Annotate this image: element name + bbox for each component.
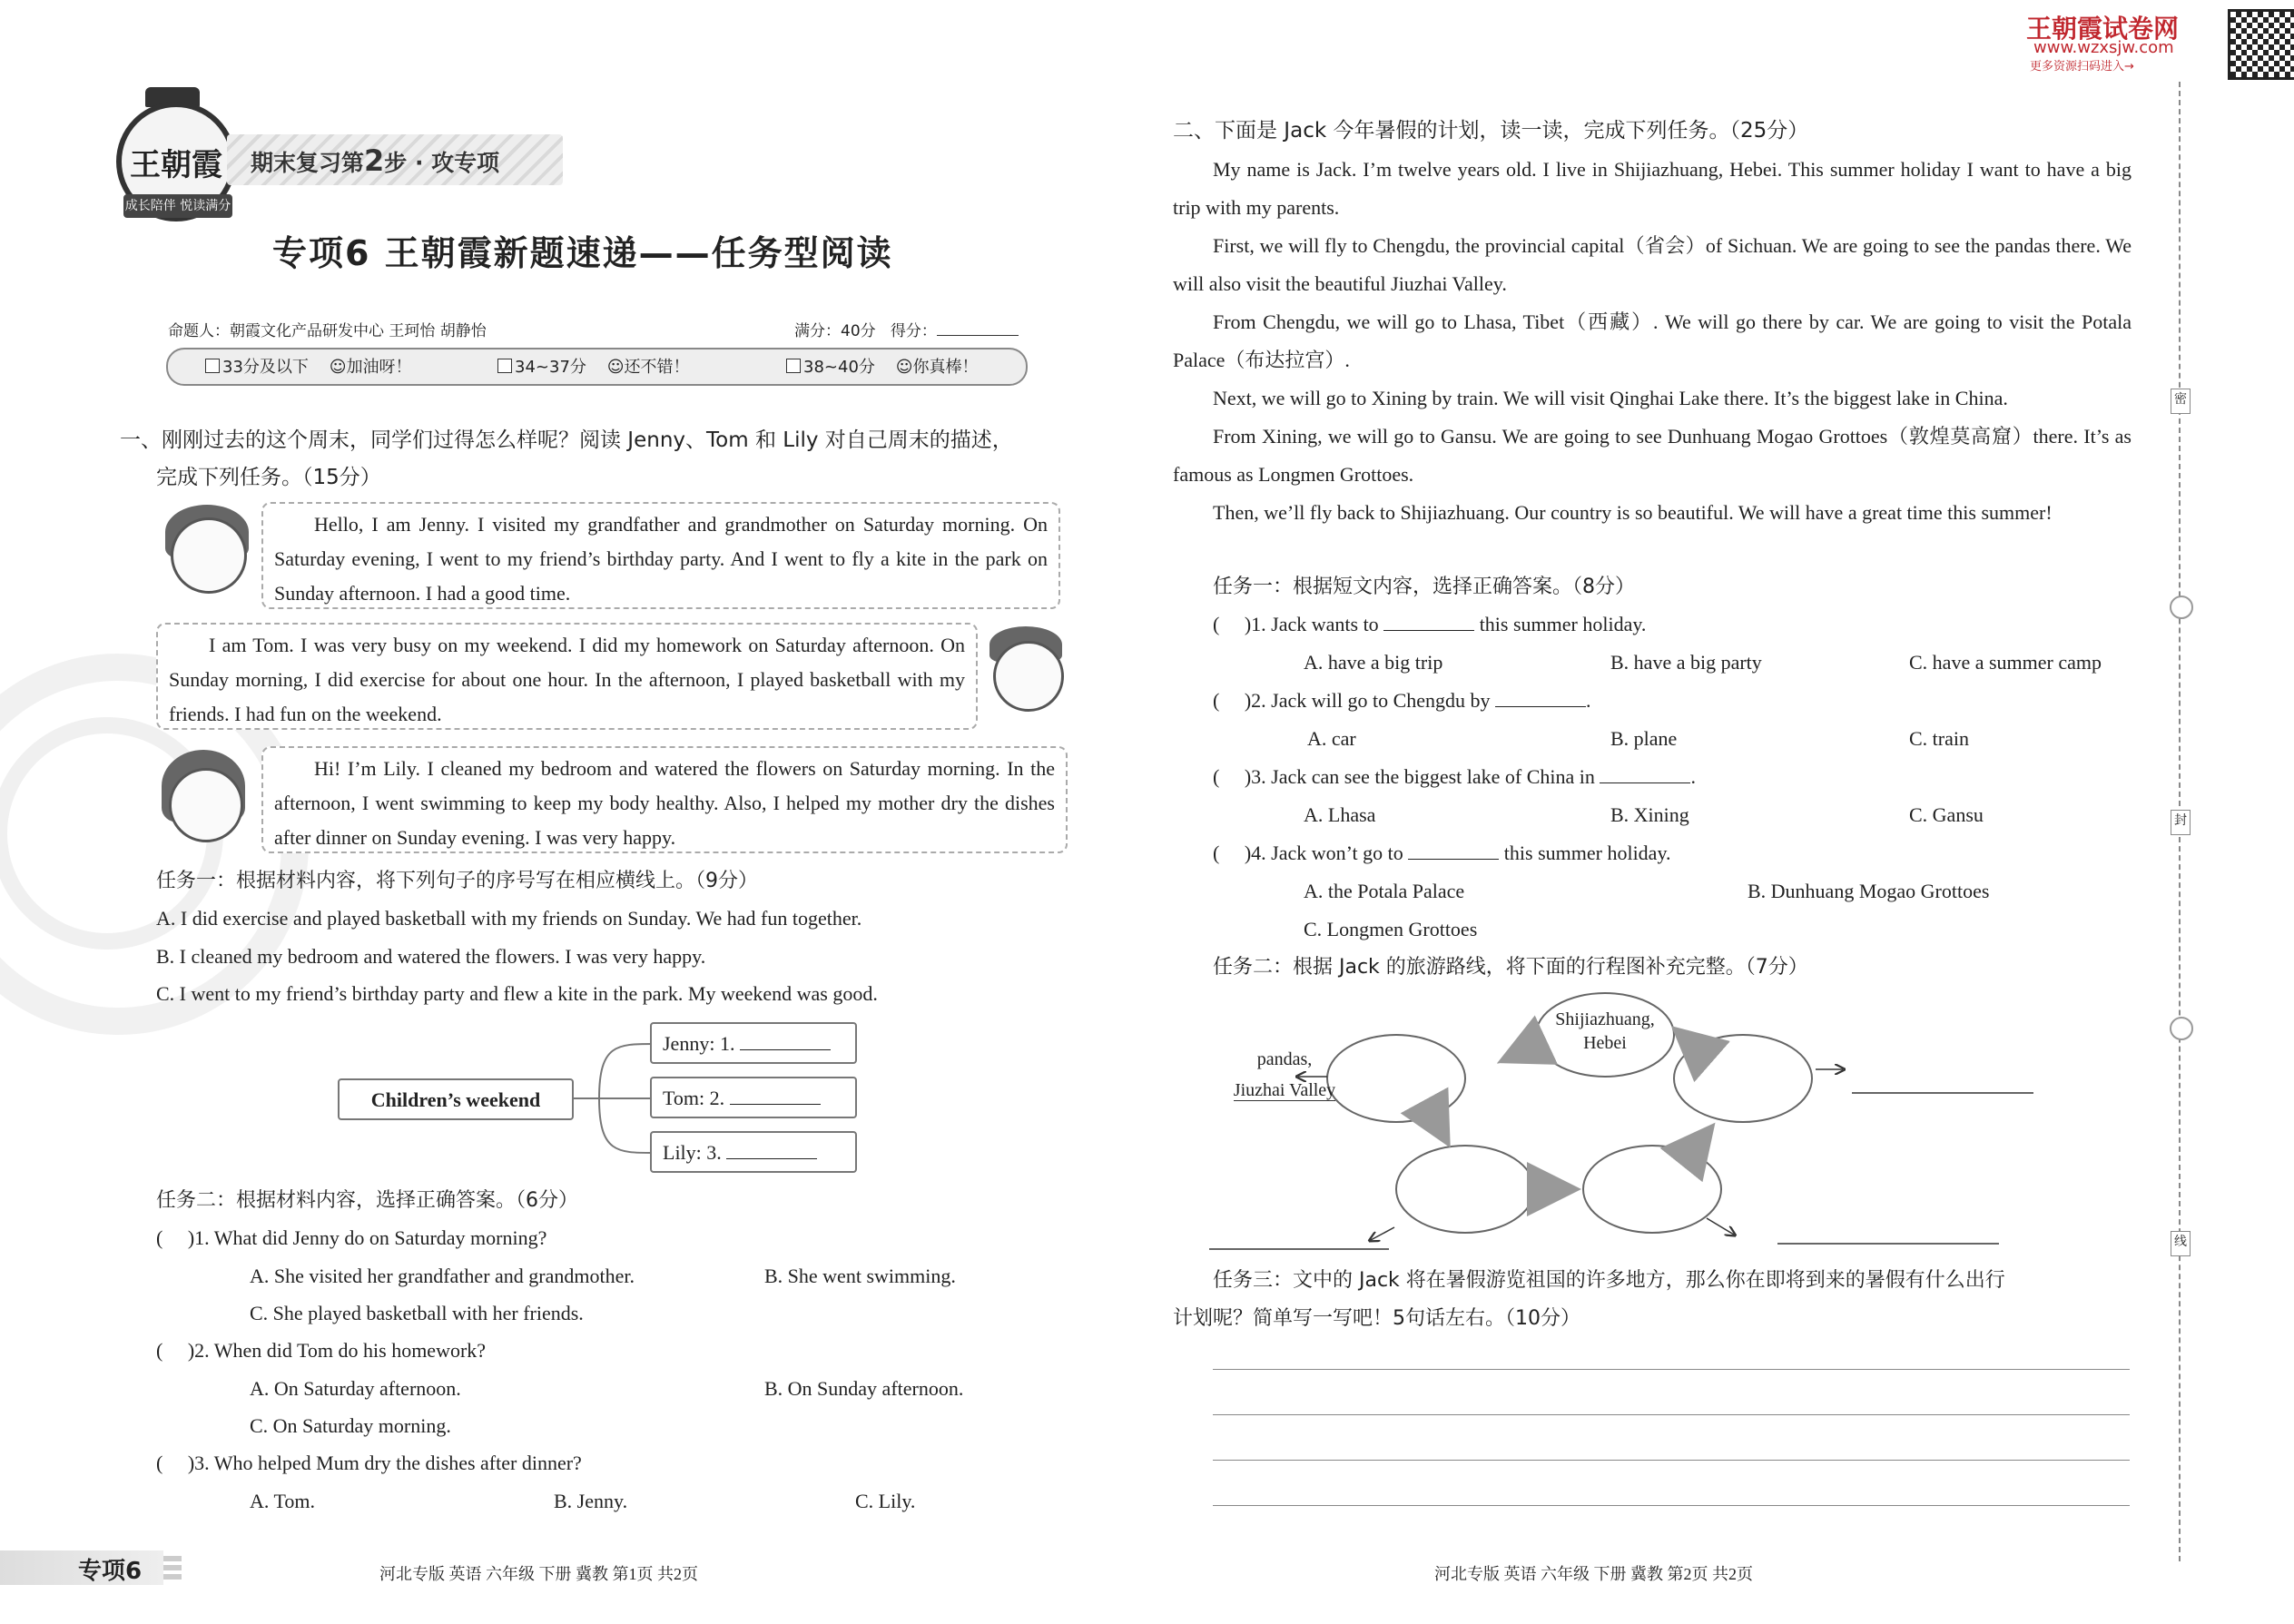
footer-left: 河北专版 英语 六年级 下册 冀教 第1页 共2页 xyxy=(379,1565,698,1583)
question-2-4-c[interactable]: C. Longmen Grottoes xyxy=(1304,918,1478,940)
cut-mark-2: 封 xyxy=(2171,810,2191,835)
banner-text: 期末复习第2步 · 攻专项 xyxy=(251,143,500,178)
part2-task3-title-2: 计划呢？简单写一写吧！5句话左右。（10分） xyxy=(1173,1307,1580,1330)
part1-task2-title: 任务二：根据材料内容，选择正确答案。（6分） xyxy=(156,1189,578,1212)
question-1-3[interactable]: ( )3. Who helped Mum dry the dishes after dinner? xyxy=(156,1452,582,1474)
lily-passage: Hi! I’m Lily. I cleaned my bedroom and watered the flowers on Saturday morning. In the afternoon, I went swimming to keep my body healthy. Also, I helped my mother dry the dishes after dinner on Sunday evening. I was very happy. xyxy=(274,757,1055,849)
checkbox-icon xyxy=(497,359,512,373)
answer-line-4[interactable] xyxy=(1213,1505,2130,1506)
cut-mark-1: 密 xyxy=(2171,389,2191,414)
route-node-2 xyxy=(1396,1146,1534,1233)
question-2-4-b[interactable]: B. Dunhuang Mogao Grottoes xyxy=(1748,880,1990,902)
question-1-1-a[interactable]: A. She visited her grandfather and grandmother. xyxy=(250,1265,635,1287)
checkbox-icon xyxy=(205,359,220,373)
binding-hole-icon xyxy=(2170,595,2193,619)
score-level-2[interactable]: 34~37分 ☺还不错！ xyxy=(497,354,690,378)
footer-right: 河北专版 英语 六年级 下册 冀教 第2页 共2页 xyxy=(1434,1565,1753,1583)
mindmap-branch-lily[interactable]: Lily: 3. xyxy=(650,1131,857,1173)
question-2-1-c[interactable]: C. have a summer camp xyxy=(1909,651,2102,674)
question-1-1-b[interactable]: B. She went swimming. xyxy=(764,1265,956,1287)
mindmap-root: Children’s weekend xyxy=(338,1078,574,1120)
route-start-label: Shijiazhuang, Hebei xyxy=(1555,1009,1655,1053)
question-1-2-c[interactable]: C. On Saturday morning. xyxy=(250,1414,451,1437)
part2-paragraph-2: First, we will fly to Chengdu, the provincial capital（省会）of Sichuan. We are going to see the pandas there. We will also visit the beautiful Jiuzhai Valley. xyxy=(1173,234,2132,295)
question-2-3-a[interactable]: A. Lhasa xyxy=(1304,803,1376,826)
authors: 命题人：朝霞文化产品研发中心 王珂怡 胡静怡 xyxy=(168,322,487,340)
answer-line-2[interactable] xyxy=(1213,1414,2130,1415)
score-info: 满分：40分 得分： xyxy=(794,318,1019,340)
part1-option-c: C. I went to my friend’s birthday party and flew a kite in the park. My weekend was good. xyxy=(156,982,878,1005)
jenny-passage-box xyxy=(261,502,1060,609)
part2-paragraph-1: My name is Jack. I’m twelve years old. I live in Shijiazhuang, Hebei. This summer holiday I want to have a big trip with my parents. xyxy=(1173,158,2132,219)
part1-heading: 一、刚刚过去的这个周末，同学们过得怎么样呢？阅读 Jenny、Tom 和 Lily 对自己周末的描述， xyxy=(120,428,1013,452)
part2-task1-title: 任务一：根据短文内容，选择正确答案。（8分） xyxy=(1213,576,1635,598)
question-1-3-b[interactable]: B. Jenny. xyxy=(554,1490,628,1512)
brand-url[interactable]: www.wzxsjw.com xyxy=(2033,38,2174,57)
question-2-2-b[interactable]: B. plane xyxy=(1610,727,1678,750)
question-1-3-c[interactable]: C. Lily. xyxy=(855,1490,916,1512)
brand-name[interactable]: 王朝霞试卷网 xyxy=(2026,14,2180,44)
part1-task1-title: 任务一：根据材料内容，将下列句子的序号写在相应横线上。（9分） xyxy=(156,870,758,892)
score-level-1[interactable]: 33分及以下 ☺加油呀！ xyxy=(205,354,412,378)
part2-heading: 二、下面是 Jack 今年暑假的计划，读一读，完成下列任务。（25分） xyxy=(1173,119,1809,143)
question-2-2-a[interactable]: A. car xyxy=(1307,727,1356,750)
mindmap-connector xyxy=(563,1017,663,1171)
route-node-3 xyxy=(1583,1146,1721,1233)
part1-option-b: B. I cleaned my bedroom and watered the flowers. I was very happy. xyxy=(156,945,706,968)
answer-line-3[interactable] xyxy=(1213,1460,2130,1461)
question-2-3-b[interactable]: B. Xining xyxy=(1610,803,1689,826)
question-2-3-c[interactable]: C. Gansu xyxy=(1909,803,1984,826)
score-level-3[interactable]: 38~40分 ☺你真棒！ xyxy=(786,354,979,378)
question-2-1-a[interactable]: A. have a big trip xyxy=(1304,651,1443,674)
question-2-3[interactable]: ( )3. Jack can see the biggest lake of China in . xyxy=(1213,765,1696,788)
cut-mark-3: 线 xyxy=(2171,1231,2191,1256)
answer-line-1[interactable] xyxy=(1213,1369,2130,1370)
part1-heading-2: 完成下列任务。（15分） xyxy=(156,466,381,489)
tom-passage-box xyxy=(156,623,978,730)
question-1-2-b[interactable]: B. On Sunday afternoon. xyxy=(764,1377,964,1400)
lily-avatar xyxy=(169,768,243,842)
mindmap-branch-jenny[interactable]: Jenny: 1. xyxy=(650,1022,857,1064)
mindmap-branch-tom[interactable]: Tom: 2. xyxy=(650,1077,857,1118)
page-title: 专项6 王朝霞新题速递——任务型阅读 xyxy=(272,233,893,273)
lily-passage-box xyxy=(261,746,1068,853)
question-1-3-a[interactable]: A. Tom. xyxy=(250,1490,316,1512)
question-2-4-a[interactable]: A. the Potala Palace xyxy=(1304,880,1465,902)
part2-paragraph-5: From Xining, we will go to Gansu. We are going to see Dunhuang Mogao Grottoes（敦煌莫高窟）there. It’s as famous as Longmen Grottoes. xyxy=(1173,425,2132,486)
part1-option-a: A. I did exercise and played basketball with my friends on Sunday. We had fun together. xyxy=(156,907,862,930)
footer-tag: 专项6 xyxy=(78,1558,143,1585)
question-2-1-b[interactable]: B. have a big party xyxy=(1610,651,1762,674)
route-node-4 xyxy=(1674,1035,1812,1122)
qr-code-icon[interactable] xyxy=(2228,9,2294,80)
question-2-4[interactable]: ( )4. Jack won’t go to this summer holiday. xyxy=(1213,842,1671,864)
brand-sub: 更多资源扫码进入→ xyxy=(2030,60,2134,74)
tom-avatar xyxy=(993,641,1064,712)
part2-task2-title: 任务二：根据 Jack 的旅游路线，将下面的行程图补充完整。（7分） xyxy=(1213,956,1808,979)
question-2-2-c[interactable]: C. train xyxy=(1909,727,1969,750)
jenny-passage: Hello, I am Jenny. I visited my grandfather and grandmother on Saturday morning. On Saturday evening, I went to my friend’s birthday party. And I went to fly a kite in the park on Sunday afternoon. I had a good time. xyxy=(274,513,1048,605)
question-1-1[interactable]: ( )1. What did Jenny do on Saturday morning? xyxy=(156,1226,547,1249)
footer-pattern xyxy=(163,1554,182,1580)
part2-task3-title: 任务三：文中的 Jack 将在暑假游览祖国的许多地方，那么你在即将到来的暑假有什么出行 xyxy=(1213,1269,2005,1292)
route-hint-label: pandas, Jiuzhai Valley xyxy=(1233,1049,1336,1100)
question-1-1-c[interactable]: C. She played basketball with her friends. xyxy=(250,1302,584,1324)
question-2-2[interactable]: ( )2. Jack will go to Chengdu by . xyxy=(1213,689,1591,712)
question-2-1[interactable]: ( )1. Jack wants to this summer holiday. xyxy=(1213,613,1647,635)
logo-text: 王朝霞 xyxy=(130,146,222,183)
binding-hole-icon xyxy=(2170,1017,2193,1040)
question-1-2-a[interactable]: A. On Saturday afternoon. xyxy=(250,1377,461,1400)
part2-paragraph-4: Next, we will go to Xining by train. We will visit Qinghai Lake there. It’s the biggest lake in China. xyxy=(1213,387,2008,409)
logo-ribbon: 成长陪伴 悦读满分 xyxy=(123,194,232,218)
checkbox-icon xyxy=(786,359,801,373)
part2-paragraph-3: From Chengdu, we will go to Lhasa, Tibet（西藏）. We will go there by car. We are going to visit the Potala Palace（布达拉宫）. xyxy=(1173,310,2132,371)
tom-passage: I am Tom. I was very busy on my weekend. I did my homework on Saturday afternoon. On Sunday morning, I did exercise for about one hour. In the afternoon, I played basketball with my friends. I had fun on the weekend. xyxy=(169,634,965,725)
question-1-2[interactable]: ( )2. When did Tom do his homework? xyxy=(156,1339,487,1362)
jenny-avatar xyxy=(171,517,247,594)
part2-paragraph-6: Then, we’ll fly back to Shijiazhuang. Our country is so beautiful. We will have a great time this summer! xyxy=(1213,501,2053,524)
